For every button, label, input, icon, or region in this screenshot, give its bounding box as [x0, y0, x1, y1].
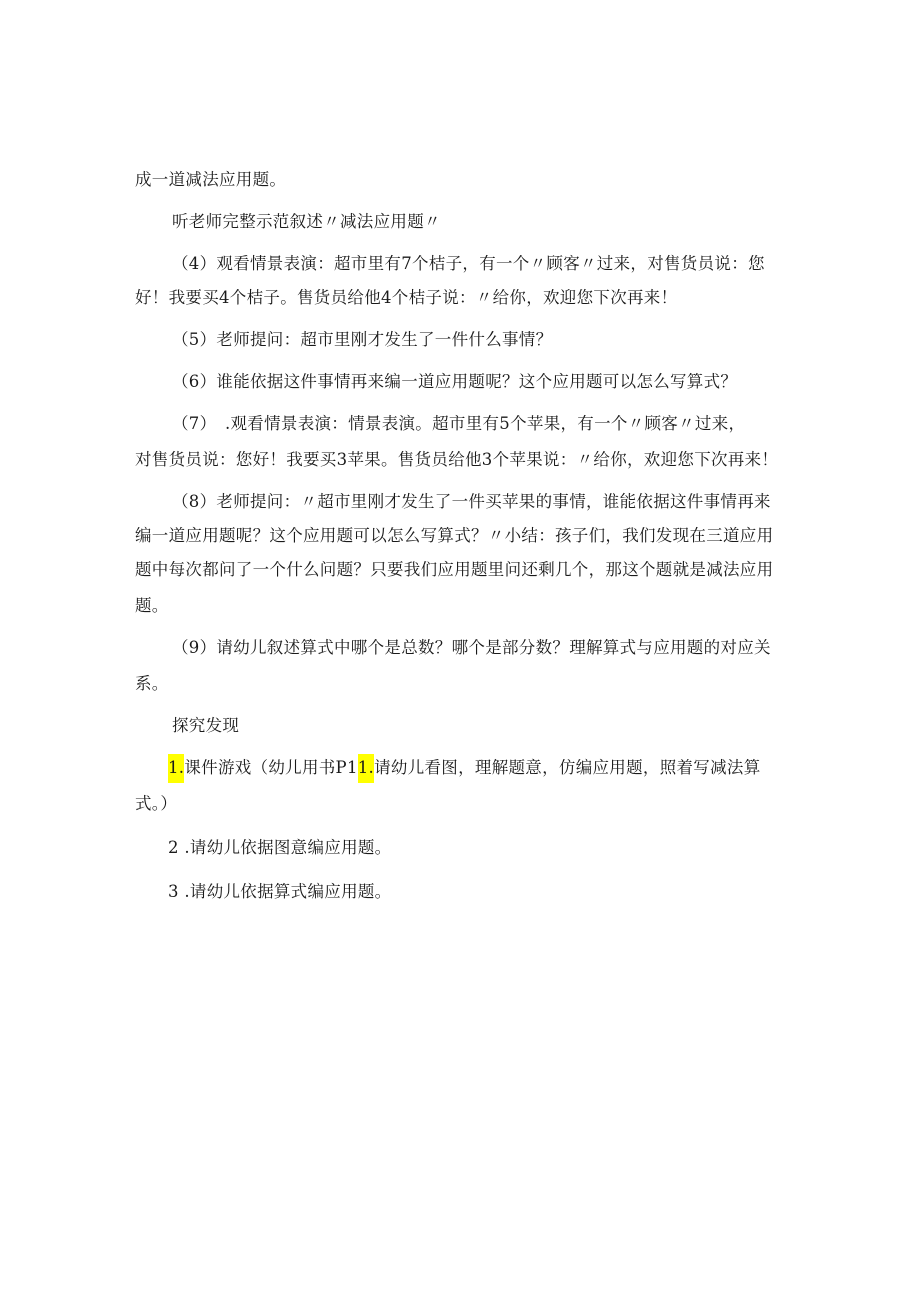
paragraph-line: 听老师完整示范叙述〃减法应用题〃 — [172, 212, 441, 231]
list-item-text: 课件游戏（幼儿用书P1 — [184, 758, 358, 777]
highlighted-number: 1. — [168, 754, 184, 783]
list-item-3: 3 .请幼儿依据算式编应用题。 — [168, 882, 392, 901]
paragraph-line: （8）老师提问：〃超市里刚才发生了一件买苹果的事情，谁能依据这件事情再来 — [172, 492, 771, 511]
list-item-1 — [168, 757, 761, 779]
paragraph-line: 好！我要买4个桔子。售货员给他4个桔子说：〃给你，欢迎您下次再来！ — [135, 288, 678, 307]
paragraph-line: 题中每次都问了一个什么问题？只要我们应用题里问还剩几个，那这个题就是减法应用 — [135, 560, 774, 579]
paragraph-line: （9）请幼儿叙述算式中哪个是总数？哪个是部分数？理解算式与应用题的对应关 — [172, 638, 771, 657]
paragraph-line: （4）观看情景表演：超市里有7个桔子，有一个〃顾客〃过来，对售货员说：您 — [172, 254, 765, 273]
paragraph-line: （7） .观看情景表演：情景表演。超市里有5个苹果，有一个〃顾客〃过来， — [172, 414, 746, 433]
paragraph-line: 系。 — [135, 674, 169, 693]
list-item-text: 请幼儿看图，理解题意，仿编应用题，照着写减法算 — [374, 758, 761, 777]
section-heading: 探究发现 — [172, 716, 240, 735]
paragraph-line: 编一道应用题呢？这个应用题可以怎么写算式？〃小结：孩子们，我们发现在三道应用 — [135, 526, 774, 545]
paragraph-line: （6）谁能依据这件事情再来编一道应用题呢？这个应用题可以怎么写算式？ — [172, 372, 738, 391]
paragraph-line: （5）老师提问：超市里刚才发生了一件什么事情？ — [172, 330, 553, 349]
paragraph-line: 题。 — [135, 596, 169, 615]
paragraph-line: 成一道减法应用题。 — [135, 170, 287, 189]
list-item-continuation: 式。） — [135, 794, 178, 813]
highlighted-number: 1. — [358, 754, 374, 783]
paragraph-line: 对售货员说：您好！我要买3苹果。售货员给他3个苹果说：〃给你，欢迎您下次再来！ — [135, 450, 779, 469]
list-item-2: 2 .请幼儿依据图意编应用题。 — [168, 838, 392, 857]
